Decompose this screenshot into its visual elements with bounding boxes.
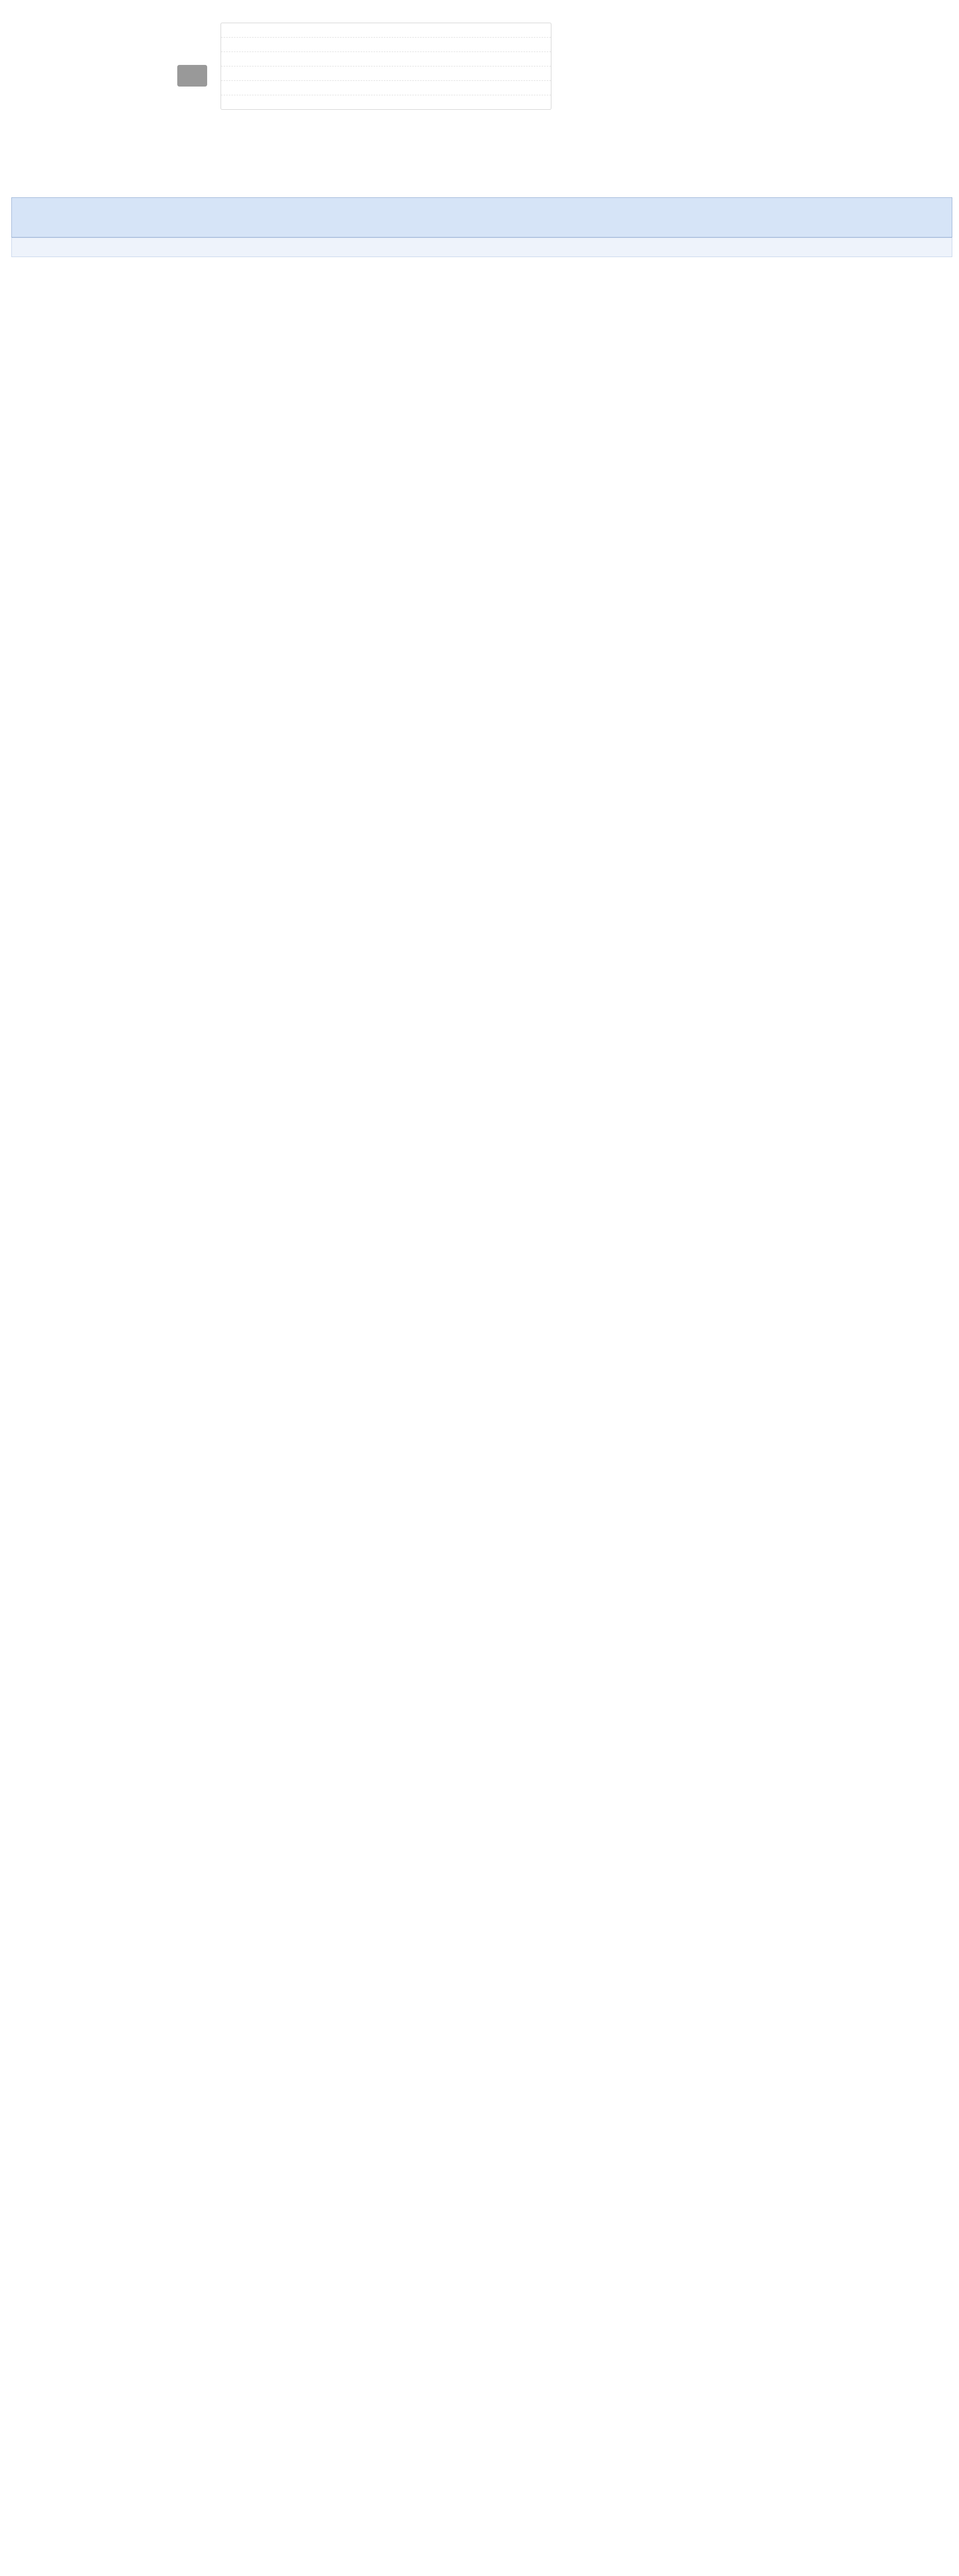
- note-item: [221, 23, 551, 38]
- note-item: [221, 66, 551, 81]
- column-header: [11, 238, 952, 257]
- note-item: [221, 38, 551, 52]
- note-item: [221, 81, 551, 95]
- note-item: [221, 95, 551, 109]
- note-box: [221, 23, 551, 110]
- note-badge: [177, 65, 207, 87]
- table-title: [11, 197, 952, 238]
- note-item: [221, 52, 551, 66]
